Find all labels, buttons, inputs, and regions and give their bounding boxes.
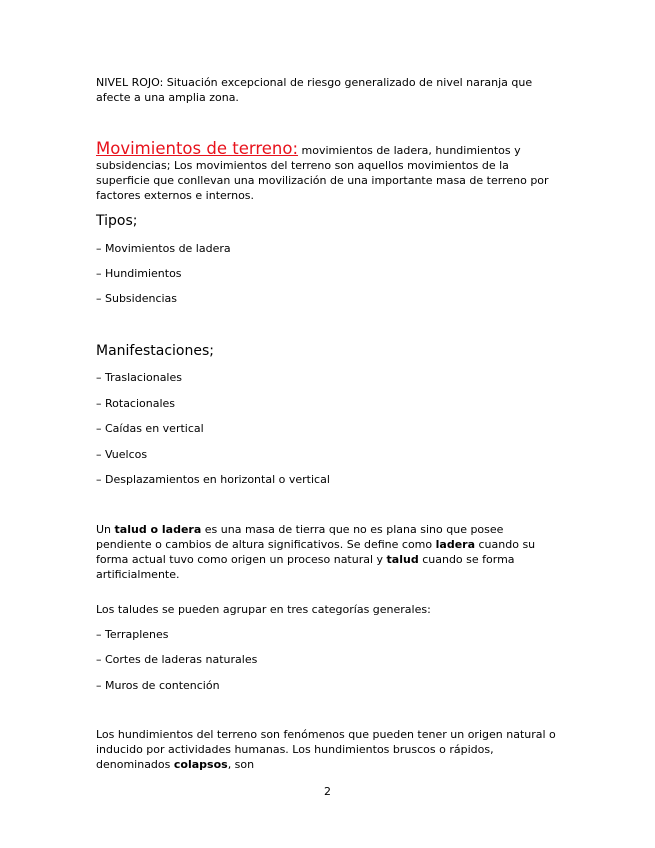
tipos-item: – Subsidencias [96, 292, 178, 305]
ladera-bold-term: ladera [435, 538, 476, 551]
hundimientos-text: , son [227, 758, 255, 771]
manifestaciones-title: Manifestaciones; [96, 343, 214, 359]
manifestaciones-item: – Vuelcos [96, 448, 148, 461]
page-number: 2 [324, 785, 331, 798]
talud-text: Un [96, 523, 115, 536]
colapsos-bold-term: colapsos [173, 758, 228, 771]
movimientos-paragraph [96, 141, 558, 203]
manifestaciones-item: – Traslacionales [96, 371, 182, 384]
manifestaciones-item: – Desplazamientos en horizontal o vertical [96, 473, 330, 486]
taludes-intro: Los taludes se pueden agrupar en tres categorías generales: [96, 603, 431, 616]
talud-bold-term: talud [386, 553, 419, 566]
movimientos-text: movimientos de ladera, hundimientos y subsidencias; Los movimientos del terreno son aquellos movimientos de la superficie que conllevan una movilización de una importante masa de terreno por factores externos e internos. [96, 144, 549, 202]
talud-bold-term: talud o ladera [114, 523, 202, 536]
taludes-item: – Muros de contención [96, 679, 220, 692]
tipos-title: Tipos; [96, 213, 138, 229]
hundimientos-paragraph [96, 727, 558, 772]
taludes-item: – Cortes de laderas naturales [96, 653, 258, 666]
hundimientos-text: Los hundimientos del terreno son fenómenos que pueden tener un origen natural o inducido por actividades humanas. Los hundimientos bruscos o rápidos, denominados [96, 728, 556, 771]
nivel-rojo-paragraph: NIVEL ROJO: Situación excepcional de riesgo generalizado de nivel naranja que afecte a una amplia zona. [96, 76, 533, 104]
talud-text: cuando su forma actual tuvo como origen un proceso natural y [96, 538, 536, 566]
tipos-item: – Hundimientos [96, 267, 182, 280]
manifestaciones-item: – Caídas en vertical [96, 422, 204, 435]
talud-paragraph [96, 522, 558, 582]
taludes-item: – Terraplenes [96, 628, 169, 641]
talud-text: cuando se forma artificialmente. [96, 553, 515, 581]
tipos-item: – Movimientos de ladera [96, 242, 231, 255]
manifestaciones-item: – Rotacionales [96, 397, 176, 410]
movimientos-heading: Movimientos de terreno: [96, 139, 299, 158]
talud-text: es una masa de tierra que no es plana sino que posee pendiente o cambios de altura significativos. Se define como [96, 523, 504, 551]
